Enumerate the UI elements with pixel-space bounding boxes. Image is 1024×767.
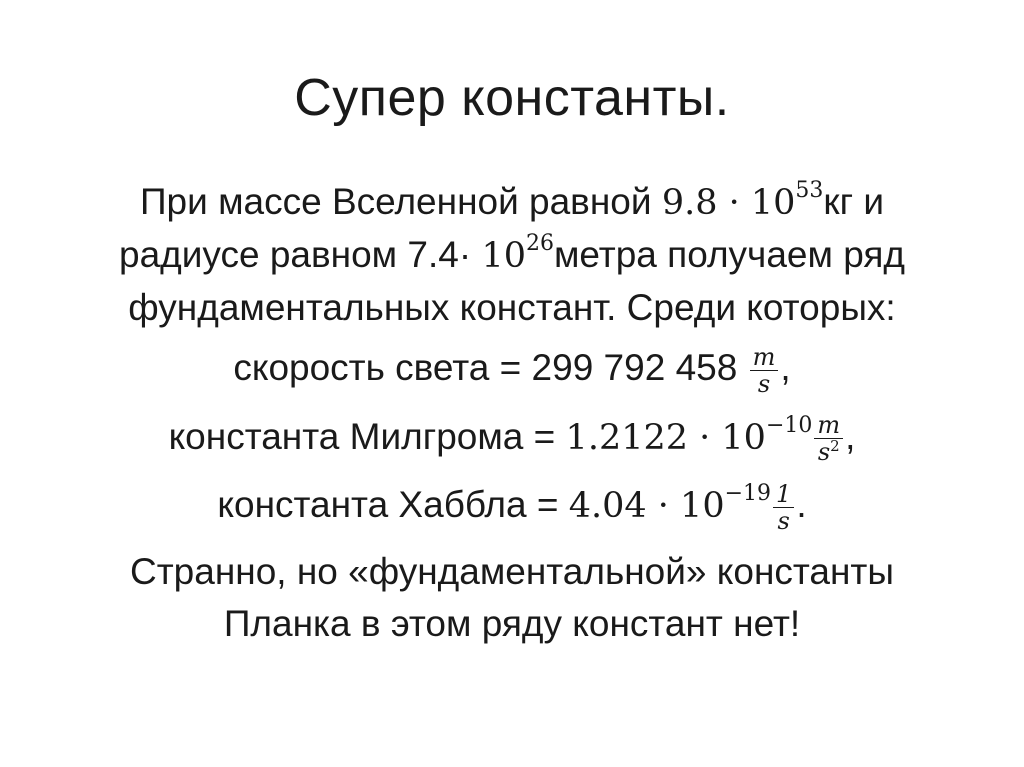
paragraph-line-3: фундаментальных констант. Среди которых:: [128, 287, 896, 328]
paragraph-line-2: [0, 229, 1024, 282]
slide-body: [0, 176, 1024, 650]
hubble-punct: .: [796, 484, 807, 526]
speed-of-light-label: скорость света = 299 792 458: [233, 347, 748, 388]
hubble-constant-line: [0, 479, 1024, 534]
milgrom-unit-den-exponent: 2: [830, 437, 840, 456]
conclusion-line-1: Странно, но «фундаментальной» константы: [130, 551, 894, 593]
hubble-unit-numerator: 1: [773, 481, 794, 508]
mass-unit: кг и: [823, 181, 885, 222]
speed-of-light-unit-denominator: s: [757, 369, 771, 398]
conclusion-line-2: Планка в этом ряду констант нет!: [223, 603, 801, 645]
hubble-value: 4.04 · 10: [568, 486, 725, 527]
milgrom-label: константа Милгрома =: [168, 415, 566, 457]
milgrom-unit-den-base: s: [817, 438, 831, 467]
hubble-exponent: −19: [724, 481, 772, 507]
hubble-label: константа Хаббла =: [217, 484, 569, 526]
milgrom-punct: ,: [845, 415, 856, 457]
milgrom-exponent: −10: [765, 412, 813, 438]
paragraph-line-1: [0, 176, 1024, 229]
milgrom-unit-numerator: m: [814, 412, 843, 439]
speed-of-light-unit-numerator: m: [750, 344, 779, 371]
milgrom-unit: [814, 412, 843, 465]
mass-exponent: 53: [795, 178, 824, 203]
milgrom-unit-denominator: [814, 439, 843, 465]
mass-text: При массе Вселенной равной: [139, 181, 662, 222]
hubble-unit: [773, 481, 794, 534]
milgrom-value: 1.2122 · 10: [565, 417, 766, 458]
radius-exponent: 26: [525, 231, 554, 256]
mass-value: 9.8 · 10: [661, 183, 796, 223]
speed-of-light-line: [0, 342, 1024, 397]
milgrom-constant-line: [0, 411, 1024, 466]
speed-of-light-unit: [750, 344, 779, 397]
hubble-unit-denominator: s: [777, 507, 790, 536]
radius-value: 10: [481, 236, 526, 276]
speed-of-light-punct: ,: [780, 347, 791, 388]
radius-text: радиусе равном 7.4·: [119, 234, 482, 275]
slide-title: Супер константы.: [294, 69, 730, 127]
radius-tail: метра получаем ряд: [553, 234, 905, 275]
